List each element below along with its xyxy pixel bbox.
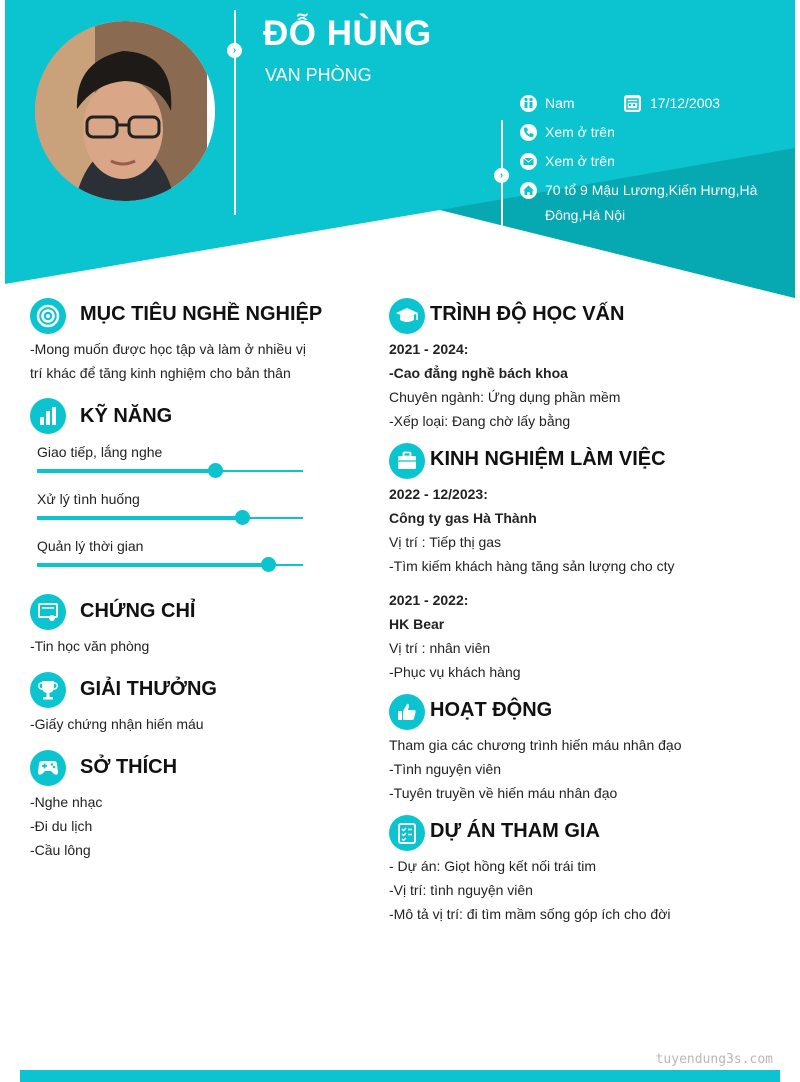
project-item: - Dự án: Giọt hồng kết nối trái tim — [389, 858, 597, 874]
thumbs-up-icon — [389, 694, 425, 730]
experience-title: KINH NGHIỆM LÀM VIỆC — [430, 448, 666, 470]
activity-item: Tham gia các chương trình hiến máu nhân đạo — [389, 737, 682, 753]
job-role: Vị trí : Tiếp thị gas — [389, 534, 502, 550]
candidate-position: VAN PHÒNG — [265, 65, 372, 85]
awards-title: GIẢI THƯỞNG — [80, 678, 217, 700]
email-value: Xem ở trên — [545, 153, 615, 169]
projects-title: DỰ ÁN THAM GIA — [430, 820, 600, 842]
education-school: -Cao đẳng nghề bách khoa — [389, 365, 568, 381]
job-company: HK Bear — [389, 616, 445, 632]
phone-icon — [520, 124, 537, 141]
address-line-2: Đông,Hà Nội — [545, 207, 626, 223]
skill-label: Giao tiếp, lắng nghe — [37, 444, 163, 460]
hobbies-title: SỞ THÍCH — [80, 756, 178, 778]
certificate-icon — [30, 594, 66, 630]
hobby-item: -Nghe nhạc — [30, 794, 103, 810]
job-period: 2021 - 2022: — [389, 592, 469, 608]
email-icon — [520, 153, 537, 170]
skill-level-bar — [37, 517, 303, 519]
birthday-value: 17/12/2003 — [650, 95, 721, 111]
job-company: Công ty gas Hà Thành — [389, 510, 537, 526]
activity-item: -Tình nguyện viên — [389, 761, 502, 777]
job-description: -Tìm kiếm khách hàng tăng sản lượng cho cty — [389, 558, 675, 574]
target-icon — [30, 298, 66, 334]
gender-icon — [520, 95, 537, 112]
avatar — [35, 21, 215, 201]
project-item: -Vị trí: tình nguyện viên — [389, 882, 533, 898]
briefcase-icon — [389, 443, 425, 479]
skill-level-fill — [37, 469, 215, 473]
watermark: tuyendung3s.com — [655, 1052, 773, 1067]
skill-label: Quản lý thời gian — [37, 538, 144, 554]
gamepad-icon — [30, 750, 66, 786]
skill-level-fill — [37, 516, 242, 520]
checklist-icon — [389, 815, 425, 851]
bar-chart-icon — [30, 398, 66, 434]
footer-bar — [20, 1070, 780, 1082]
gender-value: Nam — [545, 95, 575, 111]
candidate-name: ĐỖ HÙNG — [263, 14, 432, 53]
skill-level-fill — [37, 563, 268, 567]
job-period: 2022 - 12/2023: — [389, 486, 488, 502]
skill-label: Xử lý tình huống — [37, 491, 140, 507]
education-grade: -Xếp loại: Đang chờ lấy bằng — [389, 413, 571, 429]
avatar-photo — [35, 21, 215, 201]
trophy-icon — [30, 672, 66, 708]
header-divider-line — [234, 10, 236, 215]
objective-line-1: -Mong muốn được học tập và làm ở nhiều vị — [30, 341, 306, 357]
hobby-item: -Cầu lông — [30, 842, 91, 858]
skill-level-bar — [37, 564, 303, 566]
skills-title: KỸ NĂNG — [80, 405, 173, 427]
job-role: Vị trí : nhân viên — [389, 640, 491, 656]
job-description: -Phục vụ khách hàng — [389, 664, 521, 680]
skill-level-bar — [37, 470, 303, 472]
chevron-right-icon: › — [227, 43, 242, 58]
skill-level-knob — [261, 557, 276, 572]
skill-level-knob — [208, 463, 223, 478]
calendar-icon — [624, 95, 641, 112]
education-title: TRÌNH ĐỘ HỌC VẤN — [430, 303, 625, 325]
certificates-title: CHỨNG CHỈ — [80, 600, 196, 622]
activities-title: HOẠT ĐỘNG — [430, 699, 553, 721]
activity-item: -Tuyên truyền về hiến máu nhân đạo — [389, 785, 618, 801]
certificate-item: -Tin học văn phòng — [30, 638, 150, 654]
education-period: 2021 - 2024: — [389, 341, 469, 357]
address-line-1: 70 tổ 9 Mậu Lương,Kiến Hưng,Hà — [545, 182, 758, 198]
award-item: -Giấy chứng nhận hiến máu — [30, 716, 204, 732]
home-icon — [520, 182, 537, 199]
project-item: -Mô tả vị trí: đi tìm mầm sống góp ích cho đời — [389, 906, 671, 922]
objective-title: MỤC TIÊU NGHỀ NGHIỆP — [80, 303, 323, 325]
objective-line-2: trí khác để tăng kinh nghiệm cho bản thân — [30, 365, 291, 381]
phone-value: Xem ở trên — [545, 124, 615, 140]
chevron-right-icon: › — [494, 168, 509, 183]
education-major: Chuyên ngành: Ứng dụng phần mềm — [389, 389, 621, 405]
graduation-cap-icon — [389, 298, 425, 334]
hobby-item: -Đi du lịch — [30, 818, 93, 834]
skill-level-knob — [235, 510, 250, 525]
